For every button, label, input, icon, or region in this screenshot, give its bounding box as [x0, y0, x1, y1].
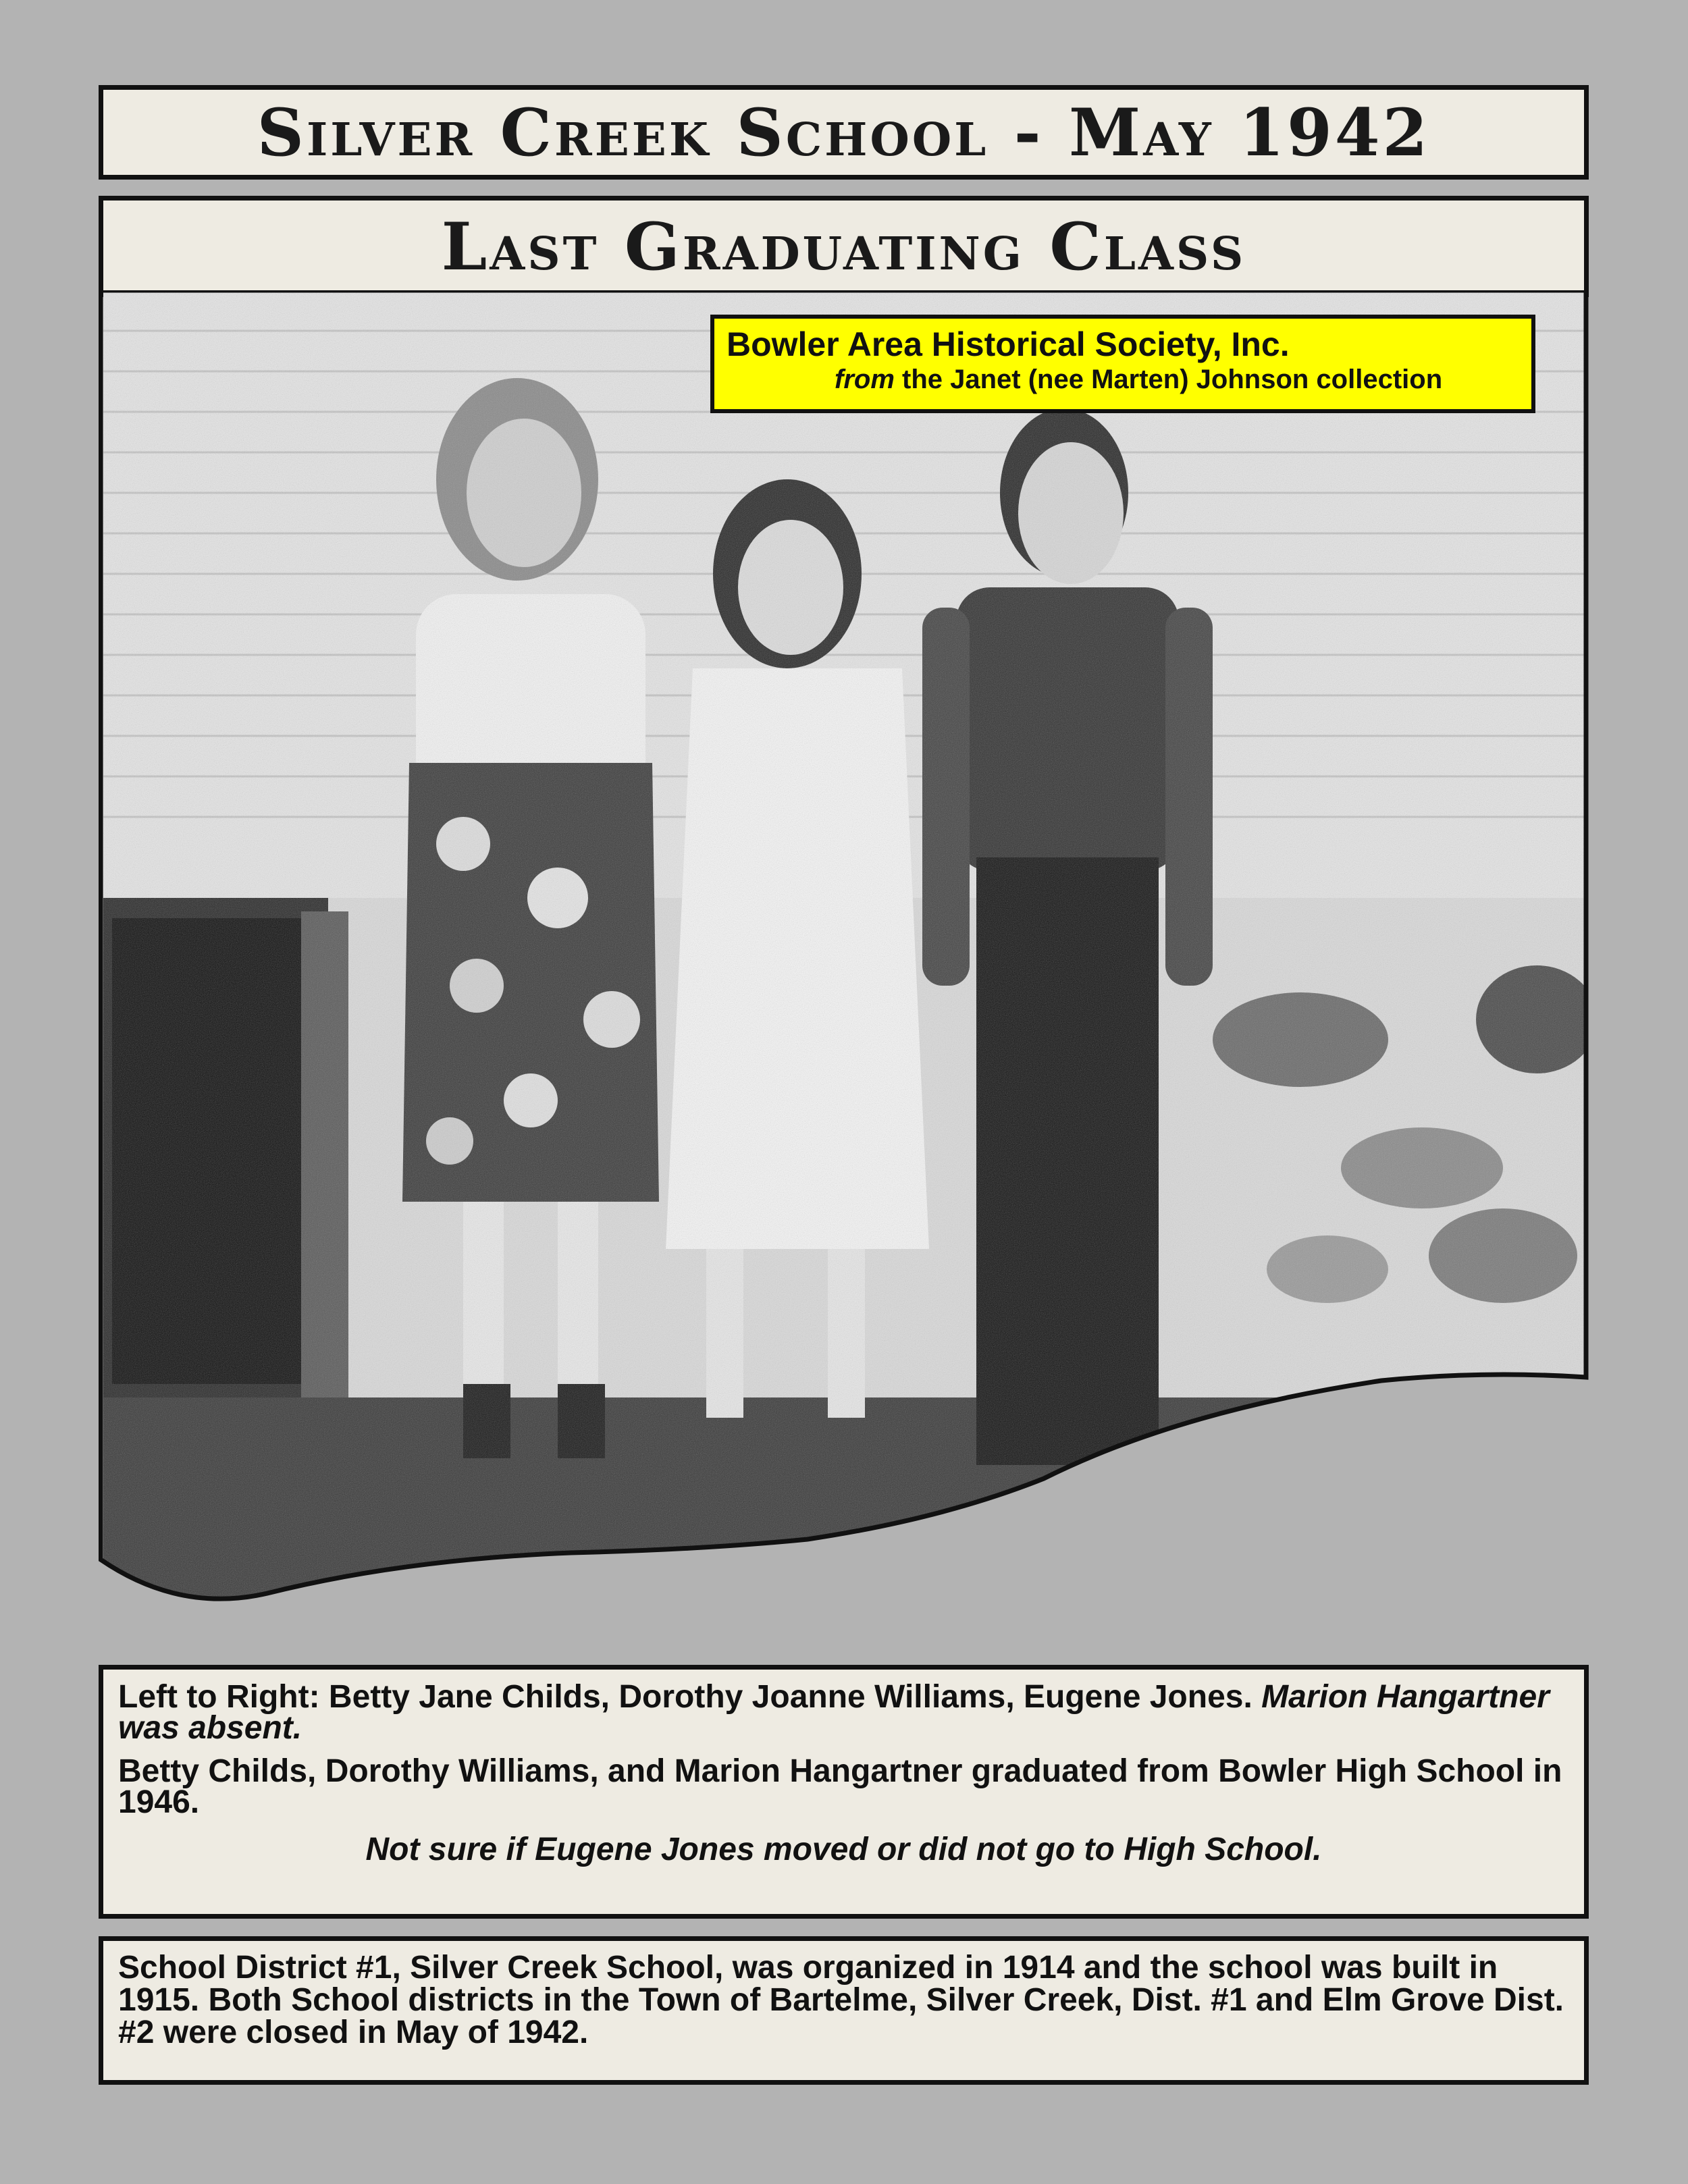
school-district-info [99, 1936, 1589, 2085]
caption-absent-note: Marion Hangartner was absent. [118, 1679, 1550, 1746]
title-banner [99, 85, 1589, 180]
credit-collection: the Janet (nee Marten) Johnson collection [894, 365, 1443, 394]
photo-caption [99, 1665, 1589, 1919]
credit-organization: Bowler Area Historical Society, Inc. [727, 325, 1290, 363]
credit-collection-line [727, 363, 1519, 396]
caption-line-1 [118, 1679, 1569, 1746]
caption-line-3: Not sure if Eugene Jones moved or did not go to High School. [365, 1832, 1322, 1867]
credit-label [710, 315, 1535, 413]
caption-line-2: Betty Childs, Dorothy Williams, and Marion Hangartner graduated from Bowler High School in 1946. [118, 1753, 1562, 1820]
info-text: School District #1, Silver Creek School, was organized in 1914 and the school was built in 1915. Both School districts in the Town of Bartelme, Silver Creek, Dist. #1 and Elm Grove Dist. #2 were closed in May of 1942. [118, 1950, 1564, 2050]
page-subtitle: Last Graduating Class [441, 208, 1246, 285]
credit-from-word: from [835, 365, 895, 394]
subtitle-banner [99, 196, 1589, 297]
page-title: Silver Creek School - May 1942 [257, 94, 1431, 171]
caption-names: Left to Right: Betty Jane Childs, Dorothy Joanne Williams, Eugene Jones. [118, 1679, 1262, 1715]
historic-photo [99, 290, 1589, 1627]
